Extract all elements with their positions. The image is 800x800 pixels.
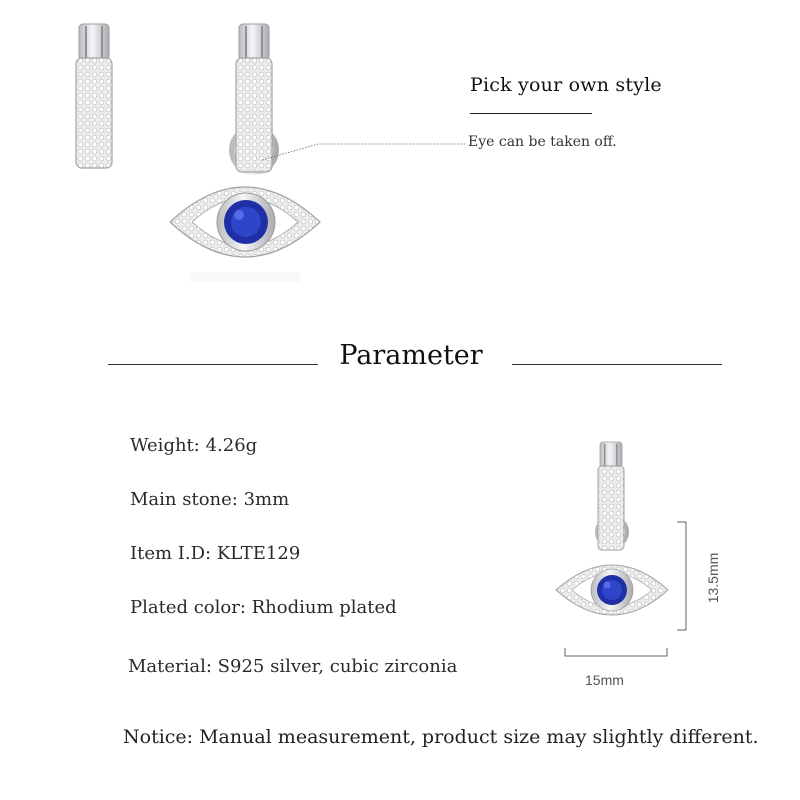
style-note: Eye can be taken off.: [468, 134, 617, 150]
notice-text: Notice: Manual measurement, product size may slightly different.: [123, 726, 759, 748]
dimension-height-label: 13.5mm: [705, 552, 721, 604]
spec-material: Material: S925 silver, cubic zirconia: [128, 656, 458, 677]
dimension-width-label: 15mm: [585, 672, 624, 688]
spec-weight: Weight: 4.26g: [130, 435, 258, 456]
section-title: Parameter: [339, 340, 483, 371]
style-title: Pick your own style: [470, 74, 662, 96]
spec-item-id: Item I.D: KLTE129: [130, 543, 301, 564]
spec-plated-color: Plated color: Rhodium plated: [130, 597, 397, 618]
spec-main-stone: Main stone: 3mm: [130, 489, 290, 510]
